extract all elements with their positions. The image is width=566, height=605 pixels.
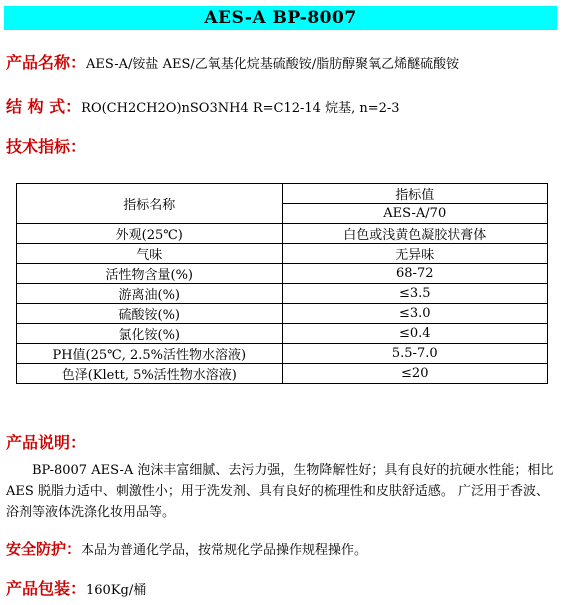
row-value-cell: ≤3.5 (282, 284, 547, 304)
row-value-cell: ≤20 (282, 364, 547, 384)
spec-table (16, 183, 548, 384)
table-row (17, 224, 548, 244)
row-name-cell: 游离油(%) (17, 284, 283, 304)
row-value-cell: 5.5-7.0 (282, 344, 547, 364)
table-row (17, 284, 548, 304)
packaging-label: 产品包装： (6, 579, 87, 598)
row-name-cell: 气味 (17, 244, 283, 264)
safety-label: 安全防护： (6, 540, 82, 558)
description-text (6, 460, 558, 523)
row-value-cell: 68-72 (282, 264, 547, 284)
row-name-cell: 硫酸铵(%) (17, 304, 283, 324)
page-title: AES-A BP-8007 (4, 6, 557, 30)
row-value-cell: ≤0.4 (282, 324, 547, 344)
product-name-row (6, 50, 459, 73)
packaging-value: 160Kg/桶 (86, 583, 147, 598)
description-heading-row (6, 430, 86, 453)
header-value-cell: 指标值 (282, 184, 547, 204)
safety-value: 本品为普通化学品，按常规化学品操作规程操作。 (81, 543, 368, 558)
table-row (17, 344, 548, 364)
structure-row (6, 94, 400, 117)
table-row (17, 324, 548, 344)
description-body: BP-8007 AES-A 泡沫丰富细腻、去污力强，生物降解性好；具有良好的抗硬水性能；相比 AES 脱脂力适中、刺激性小；用于洗发剂、具有良好的梳理性和皮肤舒适感。 广泛用于香波、浴剂等液体洗涤化妆用品等。 (6, 463, 554, 520)
header-name-cell: 指标名称 (17, 184, 283, 224)
table-row (17, 304, 548, 324)
safety-row (6, 538, 367, 559)
description-label: 产品说明： (6, 433, 87, 452)
row-value-cell: ≤3.0 (282, 304, 547, 324)
packaging-row (6, 576, 146, 599)
row-name-cell: 活性物含量(%) (17, 264, 283, 284)
row-value-cell: 无异味 (282, 244, 547, 264)
product-name-value: AES-A/铵盐 AES/乙氧基化烷基硫酸铵/脂肪醇聚氧乙烯醚硫酸铵 (86, 57, 460, 72)
row-name-cell: 色泽(Klett, 5%活性物水溶液) (17, 364, 283, 384)
structure-label: 结 构 式： (6, 97, 82, 116)
row-name-cell: 外观(25℃) (17, 224, 283, 244)
table-row (17, 364, 548, 384)
row-value-cell: 白色或浅黄色凝胶状膏体 (282, 224, 547, 244)
product-name-label: 产品名称： (6, 53, 87, 72)
row-name-cell: 氯化铵(%) (17, 324, 283, 344)
structure-value: RO(CH2CH2O)nSO3NH4 R=C12-14 烷基, n=2-3 (81, 101, 400, 116)
row-name-cell: PH值(25℃, 2.5%活性物水溶液) (17, 344, 283, 364)
tech-specs-label: 技术指标： (6, 137, 87, 156)
table-row (17, 264, 548, 284)
subheader-value-cell: AES-A/70 (282, 204, 547, 224)
table-header-row (17, 184, 548, 204)
table-row (17, 244, 548, 264)
tech-specs-row (6, 134, 86, 157)
